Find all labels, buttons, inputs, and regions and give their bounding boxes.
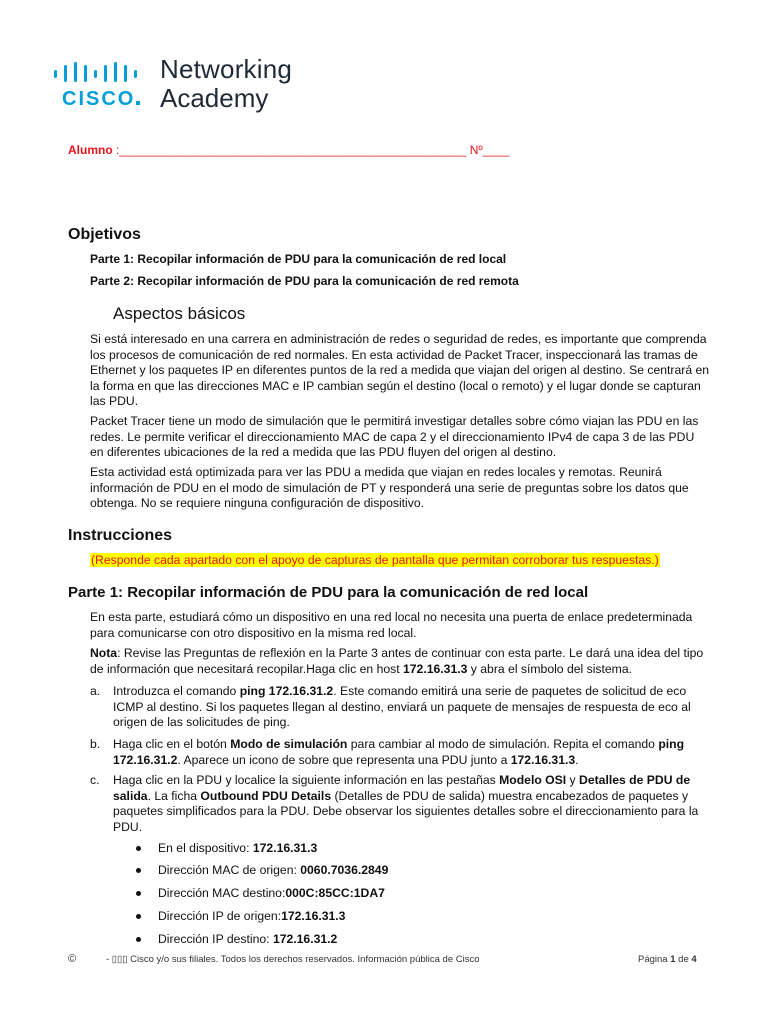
- footer-text: - ▯▯▯ Cisco y/o sus filiales. Todos los derechos reservados. Información pública de Cisco: [106, 954, 480, 965]
- student-field: [68, 143, 509, 157]
- page-number: Página 1 de 4: [638, 954, 697, 965]
- networking-academy-logo: [52, 54, 302, 118]
- basics-paragraph-2: Packet Tracer tiene un modo de simulación que le permitirá investigar detalles sobre cómo viajan las PDU en las redes. Le permite verificar el direccionamiento MAC de capa 2 y el direccionamiento IPv4 de capa 3 de las PDU en diferentes ubicaciones de la red a medida que las PDU fluyen del origen al destino.: [90, 414, 699, 460]
- part1-intro: En esta parte, estudiará cómo un dispositivo en una red local no necesita una puerta de enlace predeterminada para comunicarse con otro dispositivo en la misma red local.: [90, 610, 693, 640]
- instructions-highlight: (Responde cada apartado con el apoyo de capturas de pantalla que permitan corroborar tus respuestas.): [91, 553, 659, 567]
- logo-networking: Networking: [160, 54, 293, 84]
- objective-part2: Parte 2: Recopilar información de PDU para la comunicación de red remota: [90, 274, 519, 288]
- objectives-heading: Objetivos: [68, 226, 141, 243]
- instructions-heading: Instrucciones: [68, 527, 173, 544]
- cisco-bars-icon: [52, 62, 148, 82]
- basics-heading: Aspectos básicos: [113, 304, 246, 323]
- student-line: :____________________________________________________ Nº____: [112, 143, 510, 157]
- logo-academy: Academy: [160, 83, 269, 113]
- objective-part1: Parte 1: Recopilar información de PDU para la comunicación de red local: [90, 252, 507, 266]
- part1-note: Nota: Revise las Preguntas de reflexión en la Parte 3 antes de continuar con esta parte. Le dará una idea del tipo de información que necesitará recopilar.Haga clic en host 172.16.31.3 y abra el símbolo del sistema.: [90, 646, 704, 676]
- basics-paragraph-3: Esta actividad está optimizada para ver las PDU a medida que viajan en redes locales y remotas. Reunirá información de PDU en el modo de simulación de PT y responderá una serie de preguntas sobre los datos que obtenga. No se requiere ninguna configuración de dispositivo.: [90, 465, 689, 511]
- cisco-wordmark: CISCO: [62, 88, 140, 111]
- copyright-symbol: ©: [68, 953, 77, 965]
- basics-paragraph-1: Si está interesado en una carrera en administración de redes o seguridad de redes, es importante que comprenda los procesos de comunicación de red normales. En esta actividad de Packet Tracer, inspeccionará las tramas de Ethernet y los paquetes IP en diferentes puntos de la red a medida que viajan del origen al destino. Se centrará en la forma en que las direcciones MAC e IP cambian según el destino (local o remoto) y el lugar donde se capturan las PDU.: [90, 332, 710, 409]
- part1-heading: Parte 1: Recopilar información de PDU para la comunicación de red local: [68, 584, 589, 601]
- student-label: Alumno: [68, 143, 113, 157]
